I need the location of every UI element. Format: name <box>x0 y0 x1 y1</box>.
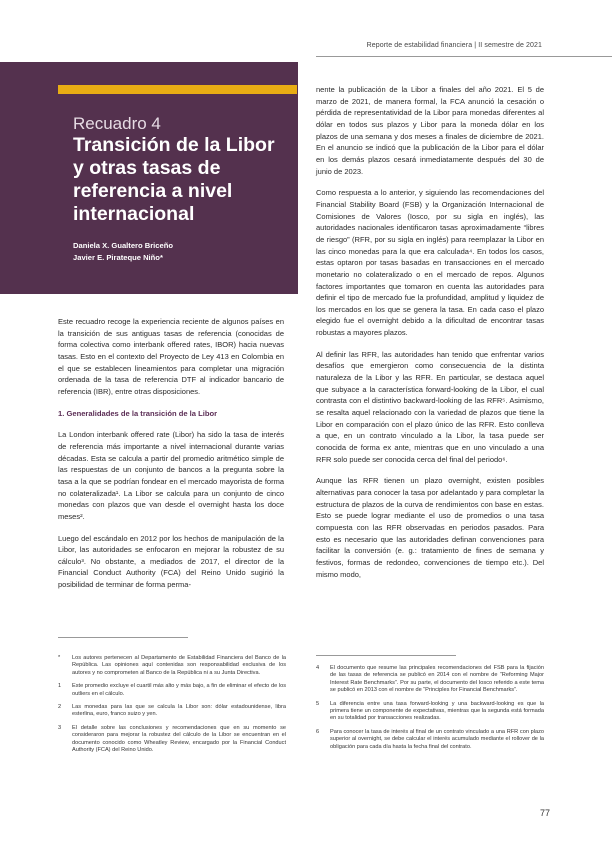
body-paragraph: La London interbank offered rate (Libor) ha sido la tasa de interés de referencia más importante a nivel internacional durante varias décadas. Esta se calcula a partir del promedio aritmético simple de las respuestas de un conjunto de bancos a la pregunta sobre la tasa a la que se podrían fondear en el mercado mayorista de forma no colateralizada¹. La Libor se calcula para un conjunto de cinco monedas con plazos que van desde el overnight hasta los doce meses². <box>58 430 284 521</box>
left-column <box>58 316 284 601</box>
body-paragraph: Al definir las RFR, las autoridades han tenido que enfrentar varios desafíos que emergieron como consecuencia de la distinta naturaleza de la Libor y las RFR. En particular, se destaca aquel que subyace a la característica forward-looking de la Libor, el cual contrasta con el distintivo backward-looking de las RFR⁵. Asimismo, se resalta aquel relacionado con la variedad de plazos que tiene la Libor en comparación con el plazo único de las RFR. Esto conlleva a que, en un contrato vinculado a la Libor, la tasa puede ser conocida de forma ex ante, mientras que en uno vinculado a una RFR solo puede ser conocida cerca del final del periodo⁶. <box>316 349 544 464</box>
intro-paragraph: Este recuadro recoge la experiencia reciente de algunos países en la transición de sus antiguas tasas de referencia (conocidas de forma colectiva como interbank offered rates, IBOR) hacia nuevas tasas. Esto en el contexto del Proyecto de Ley 413 en Colombia en el que se establecen lineamientos para completar una migración ordenada de la tasa de referencia DTF al indicador bancario de referencia (IBR), entre otras disposiciones. <box>58 317 284 396</box>
footnote-text: Para conocer la tasa de interés al final de un contrato vinculado a una RFR con plazo superior al overnight, se debe calcular el interés acumulado mediante el rollover de la obligación para cada día hasta la fecha final del contrato. <box>330 728 544 750</box>
footnote-text: Este promedio excluye el cuartil más alto y más bajo, a fin de eliminar el efecto de los outliers en el cálculo. <box>72 683 286 697</box>
footnote-text: El detalle sobre las conclusiones y recomendaciones que en su momento se consideraron para mejorar la robustez del cálculo de la Libor se encuentran en el documento conocido como Wheatley Review, encargado por la Financial Conduct Authority (FCA) del Reino Unido. <box>72 724 286 754</box>
footnote-mark: 1 <box>58 683 62 690</box>
footnote-mark: 3 <box>58 724 62 731</box>
author-1: Daniela X. Gualtero Briceño <box>73 241 174 250</box>
footnotes-right <box>316 665 544 757</box>
page-header-text: Reporte de estabilidad financiera | II semestre de 2021 <box>366 42 542 49</box>
body-paragraph: Como respuesta a lo anterior, y siguiendo las recomendaciones del Financial Stability Board (FSB) y la Organización Internacional de Comisiones de Valores (Iosco, por su sigla en inglés), las autoridades nacionales identificaron tasas aproximadamente “libres de riesgo” (RFR, por su sigla en inglés) para reemplazar la Libor en las cinco monedas para la que era calculada⁴. En todos los casos, estas optaron por tasas basadas en transacciones en el mercado monetario no colateralizado o en el mercado de repos. Algunos factores importantes que tomaron en cuenta las autoridades para definir el tipo de mercado fue la profundidad, amplitud y liquidez de los mercados en los que se genera la tasa. En cada caso el plazo elegido fue el overnight debido a la dificultad de encontrar tasas robustas a mayores plazos. <box>316 188 544 338</box>
box-label: Recuadro 4 <box>73 114 161 133</box>
authors <box>73 240 173 264</box>
body-paragraph: Aunque las RFR tienen un plazo overnight, existen posibles alternativas para conocer la tasa por adelantado y para completar la estructura de plazos de la curva de rendimientos con base en estas. Esto se puede lograr mediante el uso de promedios o una tasa compuesta con las RFR observadas en periodos pasados. Para esto es necesario que las autoridades definan convenciones para facilitar la conversión (e. g.: tratamiento de fines de semana y festivos, formas de redondeo, convenciones de tiempo etc.). Del mismo modo, <box>316 476 544 579</box>
footnote-text: La diferencia entre una tasa forward-looking y una backward-looking es que la primera tiene un componente de expectativas, mientras que la segunda está formada en su totalidad por transacciones realizadas. <box>330 700 544 722</box>
footnote-mark: 4 <box>316 665 320 671</box>
footnote <box>58 725 286 755</box>
footnote <box>58 683 286 698</box>
author-2: Javier E. Pirateque Niño* <box>73 253 163 262</box>
page-number: 77 <box>540 808 551 818</box>
footnote <box>58 655 286 677</box>
footnotes-left <box>58 655 286 760</box>
footnote <box>316 729 544 751</box>
footnote-mark: * <box>58 655 61 661</box>
footnote <box>316 701 544 723</box>
body-paragraph: Luego del escándalo en 2012 por los hechos de manipulación de la Libor, las autoridades se enfocaron en mejorar la robustez de su cálculo³. No obstante, a mediados de 2017, el director de la Financial Conduct Authority (FCA) del Reino Unido sugirió la posibilidad de terminar de forma perma- <box>58 533 284 590</box>
section-heading: 1. Generalidades de la transición de la Libor <box>58 408 218 418</box>
footnote <box>316 665 544 695</box>
header-rule <box>316 56 612 57</box>
footnote <box>58 704 286 719</box>
footnote-mark: 5 <box>316 700 320 707</box>
footnote-text: Las monedas para las que se calcula la Libor son: dólar estadounidense, libra esterlina, euro, franco suizo y yen. <box>72 704 286 718</box>
footnote-text: Los autores pertenecen al Departamento de Estabilidad Financiera del Banco de la República. Las opiniones aquí contenidas son responsabilidad exclusiva de los autores y no comprometen al Banco de la República ni a su Junta Directiva. <box>72 655 286 676</box>
gold-accent-bar <box>58 85 297 94</box>
footnote-rule-right <box>316 655 456 656</box>
right-column <box>316 84 544 590</box>
footnote-mark: 2 <box>58 704 62 711</box>
body-paragraph: nente la publicación de la Libor a finales del año 2021. El 5 de marzo de 2021, de manera formal, la FCA anunció la cesación o pérdida de representatividad de la Libor para monedas diferentes al dólar en todos sus plazos y Libor para la moneda dólar en los plazos de una semana y dos meses a finales de diciembre de 2021. En el anuncio se indicó que la publicación de la Libor para el dólar en los demás plazos cesará inmediatamente después del 30 de junio de 2023. <box>316 85 544 176</box>
box-title: Transición de la Libor y otras tasas de referencia a nivel internacional <box>73 134 275 225</box>
footnote-mark: 6 <box>316 728 320 735</box>
footnote-text: El documento que resume las principales recomendaciones del FSB para la fijación de las tasas de referencia se publicó en 2014 con el nombre de “Reforming Major Interest Rate Benchmarks”. Por su parte, el documento del Iosco referido a este tema se publicó en 2013 con el nombre de “Principles for Financial Benchmarks”. <box>330 665 544 694</box>
footnote-rule-left <box>58 637 188 638</box>
